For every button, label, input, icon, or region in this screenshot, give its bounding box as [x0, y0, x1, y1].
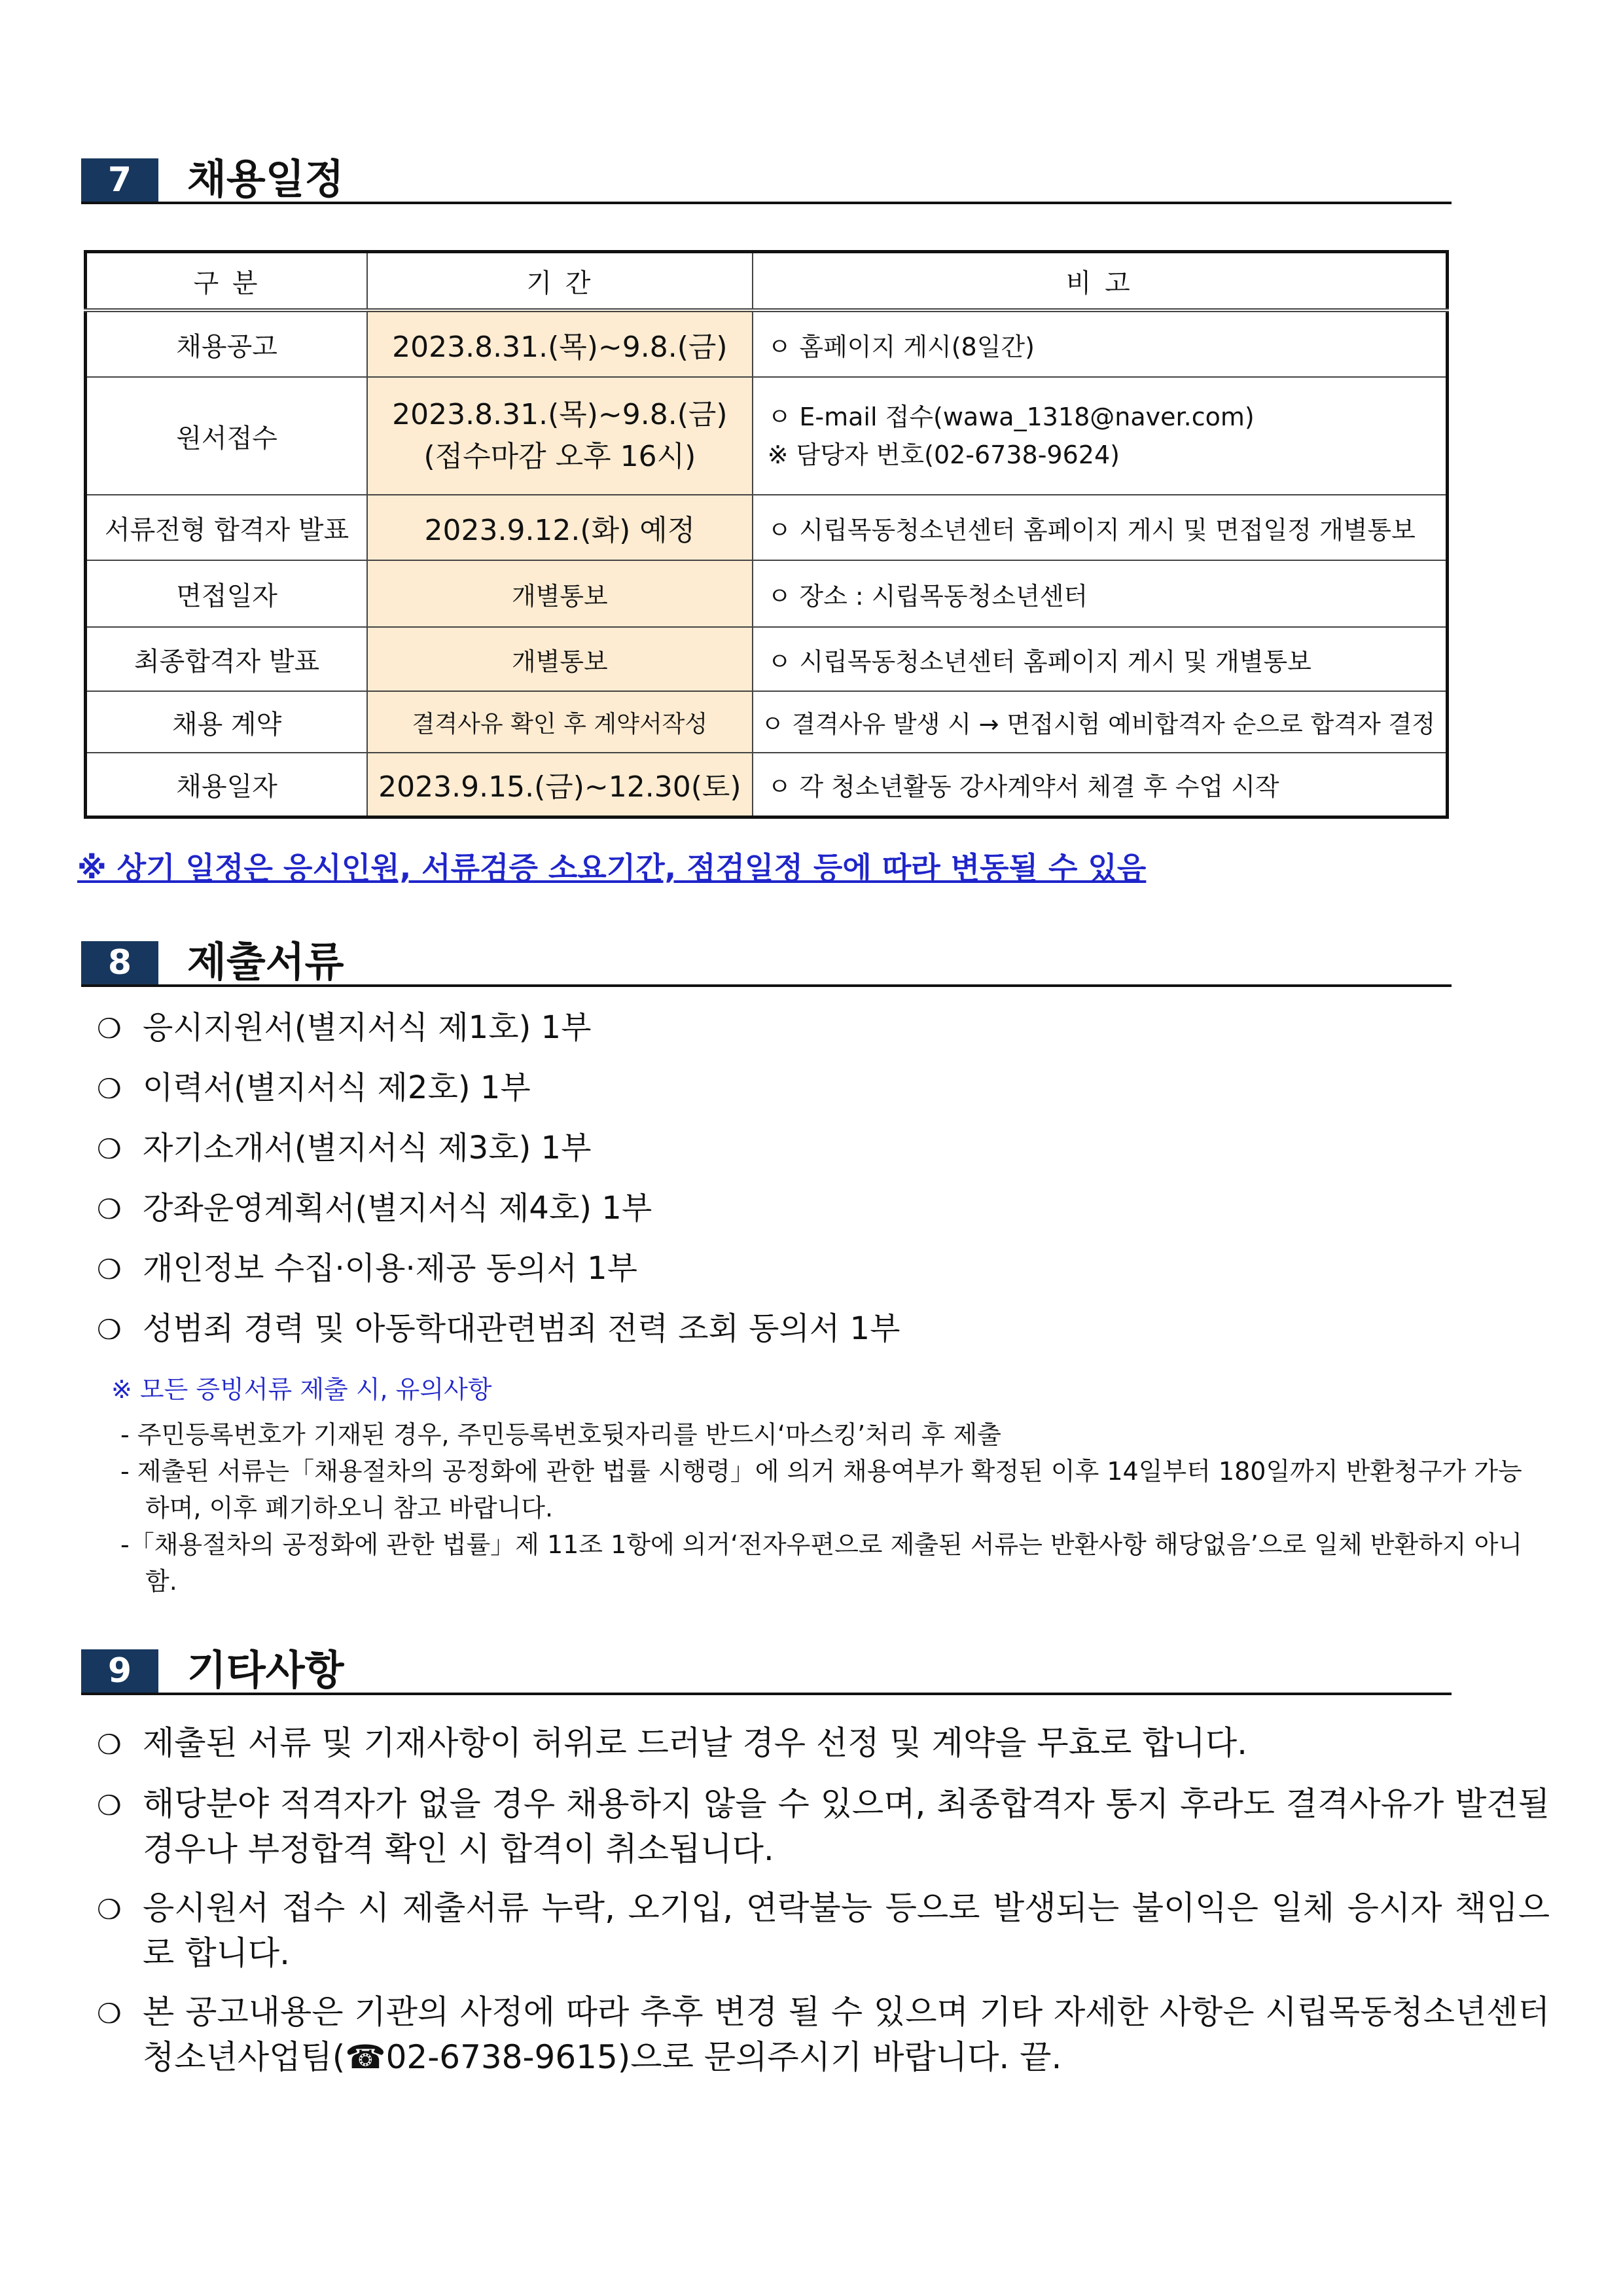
schedule-notice: ※ 상기 일정은 응시인원, 서류검증 소요기간, 점검일정 등에 따라 변동될 수 있음	[77, 850, 1147, 886]
list-item: ❍ 강좌운영계획서(별지서식 제4호) 1부	[97, 1179, 900, 1239]
circle-bullet-icon: ❍	[97, 1729, 122, 1761]
row-category: 채용공고	[86, 310, 368, 377]
header-note: 비 고	[753, 252, 1448, 311]
table-row	[86, 377, 1448, 495]
section-7-header	[81, 155, 1452, 204]
row-period: 개별통보	[367, 560, 752, 627]
list-item: ❍ 응시지원서(별지서식 제1호) 1부	[97, 998, 900, 1058]
circle-bullet-icon: ❍	[97, 1013, 122, 1045]
section-9-header	[81, 1646, 1452, 1695]
list-item: ❍ 이력서(별지서식 제2호) 1부	[97, 1058, 900, 1119]
list-item: ❍ 제출된 서류 및 기재사항이 허위로 드러날 경우 선정 및 계약을 무효로 합니다.	[97, 1721, 1550, 1767]
row-category: 채용일자	[86, 753, 368, 817]
list-item: ❍ 해당분야 적격자가 없을 경우 채용하지 않을 수 있으며, 최종합격자 통지 후라도 결격사유가 발견될 경우나 부정합격 확인 시 합격이 취소됩니다.	[97, 1785, 1550, 1868]
circle-bullet-icon: ㅇ	[767, 403, 792, 431]
circle-bullet-icon: ㅇ	[767, 332, 792, 361]
circle-bullet-icon: ㅇ	[767, 581, 792, 611]
row-category: 원서접수	[86, 377, 368, 495]
section-title: 제출서류	[187, 938, 344, 986]
list-item: ❍ 응시원서 접수 시 제출서류 누락, 오기입, 연락불능 등으로 발생되는 불이익은 일체 응시자 책임으로 합니다.	[97, 1889, 1550, 1972]
table-row	[86, 691, 1448, 753]
row-category: 채용 계약	[86, 691, 368, 753]
circle-bullet-icon: ❍	[97, 1193, 122, 1225]
section-number: 8	[81, 941, 158, 984]
row-period: 개별통보	[367, 627, 752, 691]
list-item: ❍ 개인정보 수집·이용·제공 동의서 1부	[97, 1239, 900, 1299]
table-row	[86, 560, 1448, 627]
row-period: 결격사유 확인 후 계약서작성	[367, 691, 752, 753]
header-category: 구 분	[86, 252, 368, 311]
circle-bullet-icon: ㅇ	[760, 710, 785, 738]
circle-bullet-icon: ❍	[97, 1893, 122, 1926]
row-note: ㅇ 각 청소년활동 강사계약서 체결 후 수업 시작	[753, 753, 1448, 817]
list-item: - 주민등록번호가 기재된 경우, 주민등록번호뒷자리를 반드시‘마스킹’처리 후 제출	[120, 1420, 1001, 1449]
table-row	[86, 495, 1448, 560]
row-note: ㅇ 시립목동청소년센터 홈페이지 게시 및 면접일정 개별통보	[753, 495, 1448, 560]
section-title: 채용일정	[187, 155, 344, 203]
table-row	[86, 310, 1448, 377]
circle-bullet-icon: ❍	[97, 1998, 122, 2030]
circle-bullet-icon: ❍	[97, 1789, 122, 1821]
circle-bullet-icon: ㅇ	[767, 647, 792, 676]
row-category: 서류전형 합격자 발표	[86, 495, 368, 560]
table-row	[86, 627, 1448, 691]
row-category: 면접일자	[86, 560, 368, 627]
circle-bullet-icon: ❍	[97, 1314, 122, 1346]
row-category: 최종합격자 발표	[86, 627, 368, 691]
circle-bullet-icon: ❍	[97, 1253, 122, 1285]
row-period: 2023.9.12.(화) 예정	[367, 495, 752, 560]
circle-bullet-icon: ㅇ	[767, 515, 792, 545]
circle-bullet-icon: ㅇ	[767, 772, 792, 801]
etc-list	[97, 1721, 1550, 2094]
schedule-table	[84, 250, 1449, 819]
row-note: ㅇ E-mail 접수(wawa_1318@naver.com) ※ 담당자 번호(02-6738-9624)	[753, 377, 1448, 495]
table-header-row	[86, 252, 1448, 311]
circle-bullet-icon: ❍	[97, 1133, 122, 1165]
caution-list	[120, 1416, 1533, 1600]
row-period: 2023.8.31.(목)~9.8.(금) (접수마감 오후 16시)	[367, 377, 752, 495]
section-8-header	[81, 938, 1452, 987]
list-item: ❍ 자기소개서(별지서식 제3호) 1부	[97, 1119, 900, 1179]
row-note: ㅇ 결격사유 발생 시 → 면접시험 예비합격자 순으로 합격자 결정	[753, 691, 1448, 753]
list-item: ❍ 성범죄 경력 및 아동학대관련범죄 전력 조회 동의서 1부	[97, 1299, 900, 1359]
list-item: - 제출된 서류는「채용절차의 공정화에 관한 법률 시행령」에 의거 채용여부가 확정된 이후 14일부터 180일까지 반환청구가 가능하며, 이후 폐기하오니 참고 바랍니다.	[120, 1457, 1522, 1522]
document-list	[97, 998, 900, 1359]
circle-bullet-icon: ❍	[97, 1073, 122, 1105]
section-title: 기타사항	[187, 1646, 344, 1694]
row-period: 2023.9.15.(금)~12.30(토)	[367, 753, 752, 817]
row-period: 2023.8.31.(목)~9.8.(금)	[367, 310, 752, 377]
header-period: 기 간	[367, 252, 752, 311]
row-note: ㅇ 장소 : 시립목동청소년센터	[753, 560, 1448, 627]
list-item: -「채용절차의 공정화에 관한 법률」제 11조 1항에 의거‘전자우편으로 제출된 서류는 반환사항 해당없음’으로 일체 반환하지 아니함.	[120, 1530, 1523, 1596]
section-number: 9	[81, 1649, 158, 1693]
caution-title: ※ 모든 증빙서류 제출 시, 유의사항	[111, 1375, 492, 1404]
row-note: ㅇ 홈페이지 게시(8일간)	[753, 310, 1448, 377]
section-number: 7	[81, 158, 158, 202]
row-note: ㅇ 시립목동청소년센터 홈페이지 게시 및 개별통보	[753, 627, 1448, 691]
list-item: ❍ 본 공고내용은 기관의 사정에 따라 추후 변경 될 수 있으며 기타 자세한 사항은 시립목동청소년센터 청소년사업팀(☎02-6738-9615)으로 문의주시기 바랍니다. 끝.	[97, 1993, 1550, 2076]
table-row	[86, 753, 1448, 817]
